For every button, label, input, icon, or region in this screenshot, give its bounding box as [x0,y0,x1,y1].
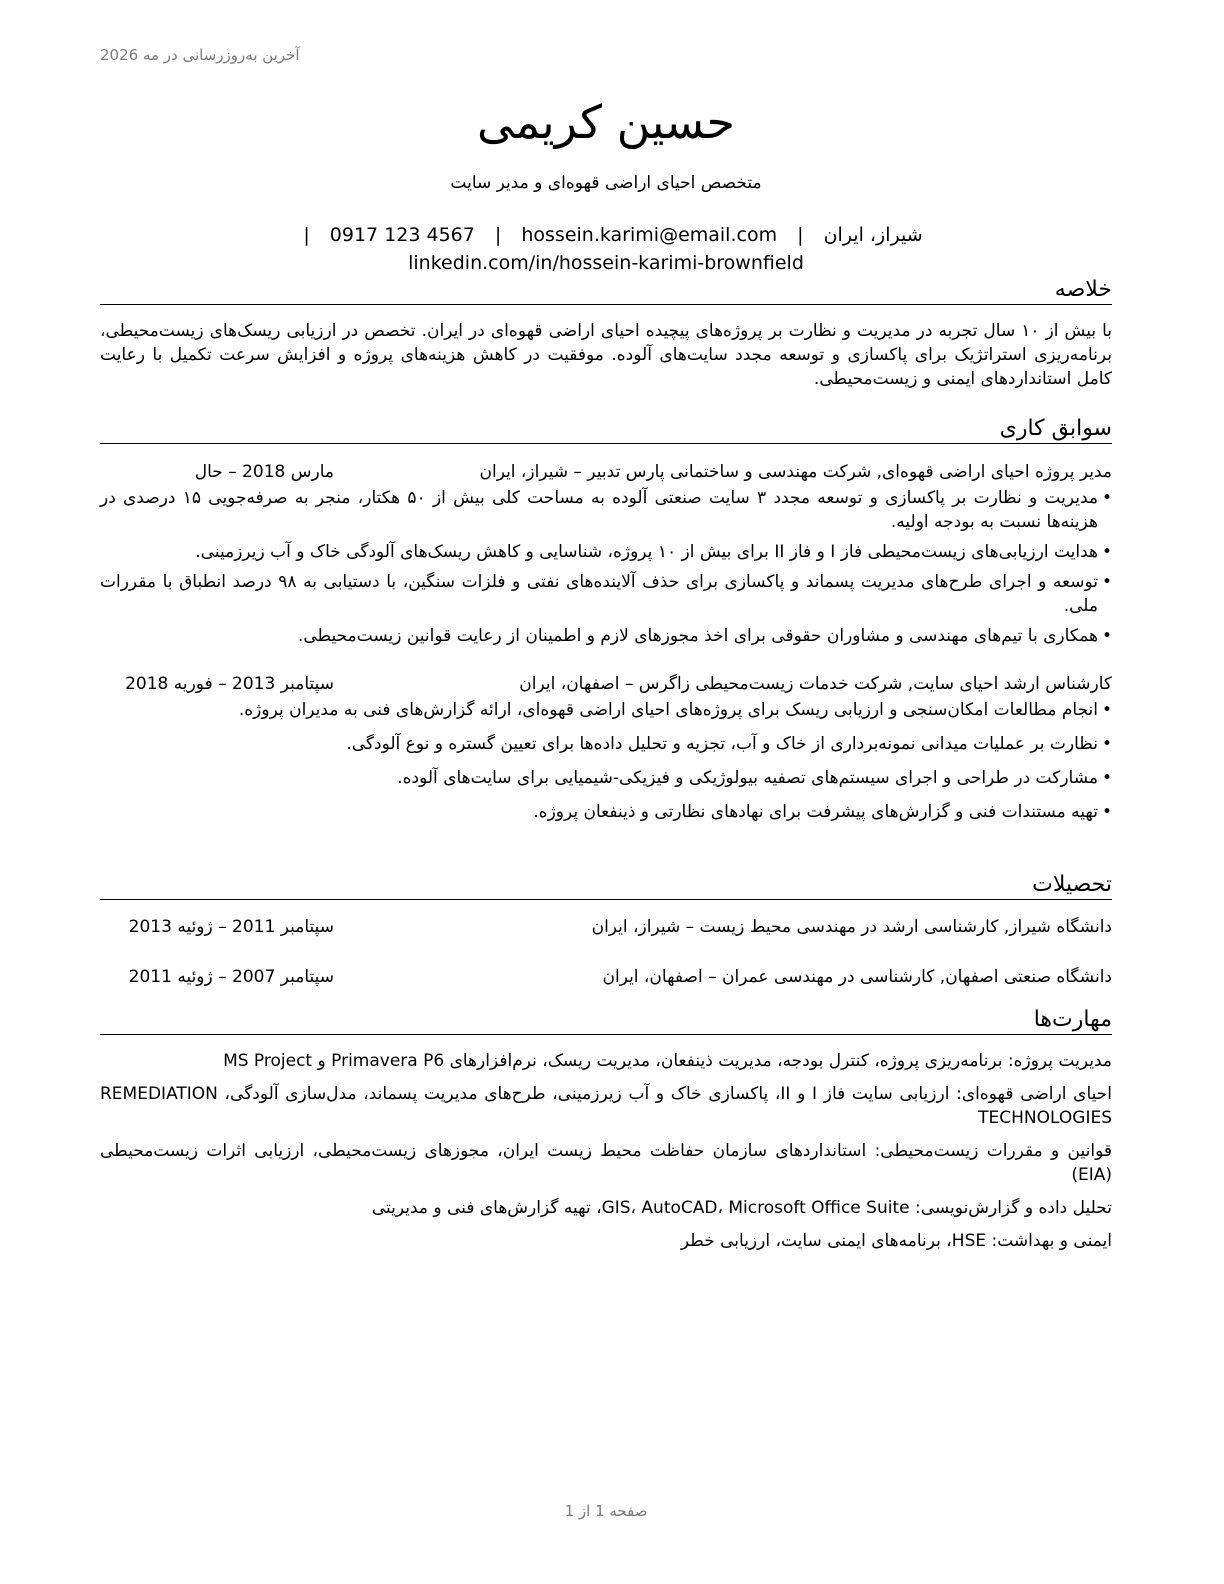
education-date: سپتامبر 2007 – ژوئیه 2011 [128,967,334,987]
skill-item: تحلیل داده و گزارش‌نویسی: GIS، AutoCAD، Microsoft Office Suite، تهیه گزارش‌های فنی و مدیریتی [371,1198,1112,1218]
job-header [100,458,1112,486]
education-school: دانشگاه صنعتی اصفهان, کارشناسی در مهندسی عمران – اصفهان، ایران [602,967,1112,987]
education-entry [100,962,1112,992]
summary-section [100,276,1112,391]
list-item: • مشارکت در طراحی و اجرای سیستم‌های تصفیه بیولوژیکی و فیزیکی-شیمیایی برای سایت‌های آلوده. [100,766,1112,790]
job-bullets [100,698,1112,824]
section-heading-education: تحصیلات [100,871,1112,900]
list-item: • تهیه مستندات فنی و گزارش‌های پیشرفت برای نهادهای نظارتی و ذینفعان پروژه. [100,800,1112,824]
job-role: مدیر پروژه احیای اراضی قهوه‌ای, شرکت مهندسی و ساختمانی پارس تدبیر – شیراز، ایران [479,462,1112,482]
contact-location: شیراز، ایران [823,224,923,246]
skills-list [100,1049,1112,1253]
education-date: سپتامبر 2011 – ژوئیه 2013 [128,917,334,937]
job-date: مارس 2018 – حال [194,462,334,482]
list-item: • توسعه و اجرای طرح‌های مدیریت پسماند و پاکسازی برای حذف آلاینده‌های نفتی و فلزات سنگین، با دستیابی به ۹۸ درصد انطباق با مقررات ملی. [100,570,1112,618]
education-section [100,871,1112,992]
section-heading-experience: سوابق کاری [100,415,1112,444]
job-entry [100,670,1112,824]
section-heading-skills: مهارت‌ها [100,1006,1112,1035]
list-item: • هدایت ارزیابی‌های زیست‌محیطی فاز I و فاز II برای بیش از ۱۰ پروژه، شناسایی و کاهش ریسک‌های آلودگی خاک و آب زیرزمینی. [100,540,1112,564]
contact-linkedin[interactable]: linkedin.com/in/hossein-karimi-brownfield [408,252,804,274]
job-entry [100,458,1112,648]
contact-line [100,221,1112,277]
list-item: • نظارت بر عملیات میدانی نمونه‌برداری از خاک و آب، تجزیه و تحلیل داده‌ها برای تعیین گستره و نوع آلودگی. [100,732,1112,756]
summary-text: با بیش از ۱۰ سال تجربه در مدیریت و نظارت بر پروژه‌های پیچیده احیای اراضی قهوه‌ای در ایران. تخصص در ارزیابی ریسک‌های زیست‌محیطی، برنامه‌ریزی استراتژیک برای پاکسازی و توسعه مجدد سایت‌های آلوده. موفقیت در کاهش هزینه‌های پروژه و افزایش سرعت تکمیل با رعایت کامل استانداردهای ایمنی و زیست‌محیطی. [100,321,1113,389]
job-header [100,670,1112,698]
page-number: صفحه 1 از 1 [564,1502,648,1520]
education-entry [100,912,1112,942]
contact-separator: | [303,224,310,246]
skills-section [100,1006,1112,1262]
skill-item: احیای اراضی قهوه‌ای: ارزیابی سایت فاز I و II، پاکسازی خاک و آب زیرزمینی، طرح‌های مدیریت پسماند، مدل‌سازی آلودگی، REMEDIATION TECHNOLOGIES [100,1084,1112,1128]
contact-separator: | [494,224,502,246]
skill-item: مدیریت پروژه: برنامه‌ریزی پروژه، کنترل بودجه، مدیریت ذینفعان، مدیریت ریسک، نرم‌افزارهای Primavera P6 و MS Project [223,1051,1112,1071]
contact-separator: | [797,224,804,246]
skill-item: ایمنی و بهداشت: HSE، برنامه‌های ایمنی سایت، ارزیابی خطر [680,1231,1112,1251]
job-role: کارشناس ارشد احیای سایت, شرکت خدمات زیست‌محیطی زاگرس – اصفهان، ایران [519,674,1112,694]
person-name: حسین کریمی [476,95,735,149]
contact-email[interactable]: hossein.karimi@email.com [521,224,778,246]
job-date: سپتامبر 2013 – فوریه 2018 [125,674,334,694]
job-bullets [100,486,1112,648]
list-item: • انجام مطالعات امکان‌سنجی و ارزیابی ریسک برای پروژه‌های احیای اراضی قهوه‌ای، ارائه گزارش‌های فنی به مدیران پروژه. [100,698,1112,722]
section-heading-summary: خلاصه [100,276,1112,305]
contact-phone[interactable]: 0917 123 4567 [329,224,475,246]
resume-page [100,0,1112,1584]
experience-section [100,415,1112,834]
skill-item: قوانین و مقررات زیست‌محیطی: استانداردهای سازمان حفاظت محیط زیست ایران، مجوزهای زیست‌محیطی، ارزیابی اثرات زیست‌محیطی (EIA) [100,1141,1112,1185]
job-title: متخصص احیای اراضی قهوه‌ای و مدیر سایت [450,173,762,193]
education-school: دانشگاه شیراز, کارشناسی ارشد در مهندسی محیط زیست – شیراز، ایران [591,917,1112,937]
last-updated-note: آخرین به‌روزرسانی در مه 2026 [100,46,300,64]
list-item: • همکاری با تیم‌های مهندسی و مشاوران حقوقی برای اخذ مجوزهای لازم و اطمینان از رعایت قوانین زیست‌محیطی. [100,624,1112,648]
list-item: • مدیریت و نظارت بر پاکسازی و توسعه مجدد ۳ سایت صنعتی آلوده به مساحت کلی بیش از ۵۰ هکتار، منجر به صرفه‌جویی ۱۵ درصدی در هزینه‌ها نسبت به بودجه اولیه. [100,486,1112,534]
